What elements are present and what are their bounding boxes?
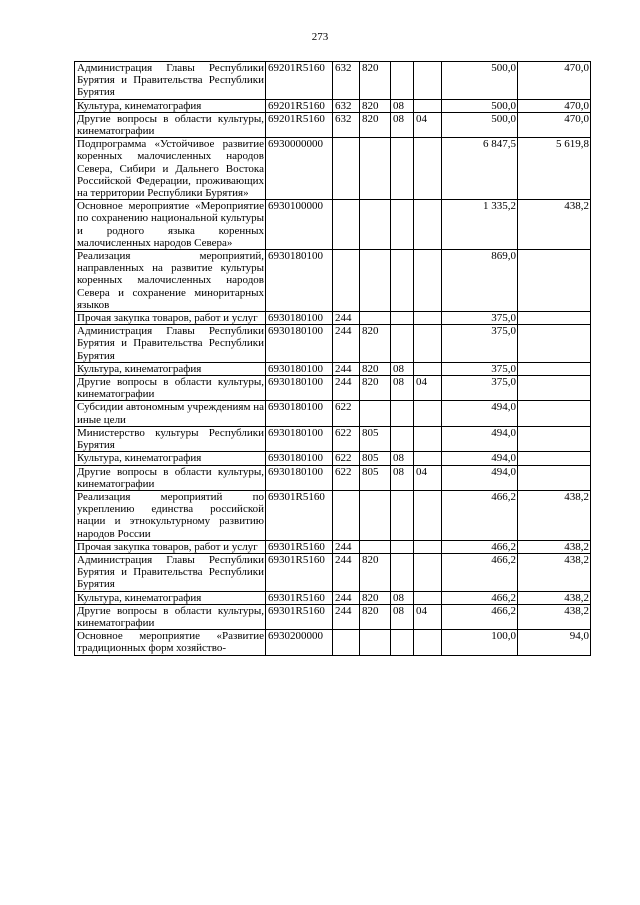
table-row bbox=[75, 401, 591, 426]
code-cell: 6930180100 bbox=[266, 325, 333, 363]
name-cell: Подпрограмма «Устойчивое развитие коренных малочисленных народов Севера, Сибири и Дальнего Востока Российской Федерации, проживающих на территории Республики Бурятия» bbox=[75, 138, 266, 200]
expense-type-cell: 244 bbox=[333, 591, 360, 604]
subsection-cell bbox=[414, 312, 442, 325]
subsection-cell: 04 bbox=[414, 465, 442, 490]
name-cell: Другие вопросы в области культуры, кинематографии bbox=[75, 112, 266, 137]
expense-type-cell bbox=[333, 250, 360, 312]
expense-type-cell bbox=[333, 200, 360, 250]
code-cell: 69301R5160 bbox=[266, 591, 333, 604]
department-cell: 820 bbox=[360, 553, 391, 591]
table-row bbox=[75, 604, 591, 629]
subsection-cell bbox=[414, 138, 442, 200]
subsection-cell bbox=[414, 490, 442, 540]
name-cell: Реализация мероприятий по укреплению единства российской нации и этнокультурному развитию народов России bbox=[75, 490, 266, 540]
table-row bbox=[75, 465, 591, 490]
amount-year2-cell bbox=[518, 401, 591, 426]
amount-year1-cell: 1 335,2 bbox=[442, 200, 518, 250]
subsection-cell bbox=[414, 250, 442, 312]
expense-type-cell: 632 bbox=[333, 99, 360, 112]
section-cell: 08 bbox=[391, 362, 414, 375]
code-cell: 69301R5160 bbox=[266, 490, 333, 540]
department-cell bbox=[360, 401, 391, 426]
amount-year2-cell: 438,2 bbox=[518, 200, 591, 250]
table-row bbox=[75, 540, 591, 553]
subsection-cell bbox=[414, 540, 442, 553]
expense-type-cell: 632 bbox=[333, 62, 360, 100]
amount-year2-cell: 94,0 bbox=[518, 630, 591, 655]
code-cell: 6930180100 bbox=[266, 376, 333, 401]
expense-type-cell: 244 bbox=[333, 604, 360, 629]
subsection-cell bbox=[414, 325, 442, 363]
name-cell: Культура, кинематография bbox=[75, 452, 266, 465]
department-cell: 805 bbox=[360, 465, 391, 490]
expense-type-cell: 244 bbox=[333, 553, 360, 591]
amount-year1-cell: 869,0 bbox=[442, 250, 518, 312]
amount-year1-cell: 466,2 bbox=[442, 604, 518, 629]
amount-year2-cell: 438,2 bbox=[518, 591, 591, 604]
amount-year1-cell: 494,0 bbox=[442, 401, 518, 426]
amount-year1-cell: 375,0 bbox=[442, 362, 518, 375]
amount-year1-cell: 466,2 bbox=[442, 553, 518, 591]
section-cell bbox=[391, 325, 414, 363]
section-cell bbox=[391, 62, 414, 100]
code-cell: 6930180100 bbox=[266, 250, 333, 312]
department-cell: 805 bbox=[360, 452, 391, 465]
code-cell: 6930180100 bbox=[266, 401, 333, 426]
amount-year1-cell: 466,2 bbox=[442, 490, 518, 540]
table-row bbox=[75, 426, 591, 451]
department-cell: 820 bbox=[360, 362, 391, 375]
table-row bbox=[75, 325, 591, 363]
amount-year1-cell: 375,0 bbox=[442, 312, 518, 325]
expense-type-cell: 244 bbox=[333, 362, 360, 375]
department-cell bbox=[360, 490, 391, 540]
section-cell: 08 bbox=[391, 112, 414, 137]
amount-year2-cell bbox=[518, 250, 591, 312]
table-row bbox=[75, 138, 591, 200]
department-cell bbox=[360, 200, 391, 250]
code-cell: 6930100000 bbox=[266, 200, 333, 250]
subsection-cell bbox=[414, 426, 442, 451]
section-cell: 08 bbox=[391, 376, 414, 401]
section-cell: 08 bbox=[391, 591, 414, 604]
amount-year2-cell bbox=[518, 452, 591, 465]
expense-type-cell: 622 bbox=[333, 401, 360, 426]
expense-type-cell: 622 bbox=[333, 452, 360, 465]
section-cell bbox=[391, 426, 414, 451]
name-cell: Другие вопросы в области культуры, кинематографии bbox=[75, 604, 266, 629]
table-row bbox=[75, 591, 591, 604]
name-cell: Другие вопросы в области культуры, кинематографии bbox=[75, 376, 266, 401]
section-cell bbox=[391, 490, 414, 540]
expense-type-cell: 244 bbox=[333, 376, 360, 401]
section-cell bbox=[391, 540, 414, 553]
budget-table-body bbox=[75, 62, 591, 656]
subsection-cell bbox=[414, 452, 442, 465]
amount-year2-cell: 5 619,8 bbox=[518, 138, 591, 200]
table-row bbox=[75, 112, 591, 137]
section-cell: 08 bbox=[391, 452, 414, 465]
expense-type-cell bbox=[333, 490, 360, 540]
table-row bbox=[75, 200, 591, 250]
table-row bbox=[75, 250, 591, 312]
code-cell: 69301R5160 bbox=[266, 604, 333, 629]
amount-year1-cell: 100,0 bbox=[442, 630, 518, 655]
page-number: 273 bbox=[311, 31, 329, 43]
amount-year1-cell: 500,0 bbox=[442, 99, 518, 112]
amount-year2-cell bbox=[518, 376, 591, 401]
department-cell: 820 bbox=[360, 325, 391, 363]
department-cell: 820 bbox=[360, 99, 391, 112]
expense-type-cell: 244 bbox=[333, 325, 360, 363]
name-cell: Культура, кинематография bbox=[75, 99, 266, 112]
department-cell bbox=[360, 250, 391, 312]
name-cell: Администрация Главы Республики Бурятия и Правительства Республики Бурятия bbox=[75, 62, 266, 100]
name-cell: Администрация Главы Республики Бурятия и Правительства Республики Бурятия bbox=[75, 553, 266, 591]
amount-year1-cell: 6 847,5 bbox=[442, 138, 518, 200]
table-row bbox=[75, 376, 591, 401]
name-cell: Культура, кинематография bbox=[75, 362, 266, 375]
amount-year1-cell: 375,0 bbox=[442, 376, 518, 401]
name-cell: Субсидии автономным учреждениям на иные цели bbox=[75, 401, 266, 426]
table-row bbox=[75, 362, 591, 375]
name-cell: Прочая закупка товаров, работ и услуг bbox=[75, 312, 266, 325]
amount-year1-cell: 466,2 bbox=[442, 591, 518, 604]
section-cell bbox=[391, 138, 414, 200]
expense-type-cell: 244 bbox=[333, 540, 360, 553]
code-cell: 6930180100 bbox=[266, 465, 333, 490]
expense-type-cell: 622 bbox=[333, 465, 360, 490]
amount-year2-cell: 438,2 bbox=[518, 553, 591, 591]
amount-year1-cell: 466,2 bbox=[442, 540, 518, 553]
table-row bbox=[75, 630, 591, 655]
code-cell: 69301R5160 bbox=[266, 540, 333, 553]
subsection-cell bbox=[414, 553, 442, 591]
expense-type-cell: 244 bbox=[333, 312, 360, 325]
subsection-cell bbox=[414, 630, 442, 655]
amount-year1-cell: 500,0 bbox=[442, 62, 518, 100]
name-cell: Основное мероприятие «Мероприятие по сохранению национальной культуры и родного языка коренных малочисленных народов Севера» bbox=[75, 200, 266, 250]
amount-year2-cell: 470,0 bbox=[518, 112, 591, 137]
name-cell: Министерство культуры Республики Бурятия bbox=[75, 426, 266, 451]
department-cell bbox=[360, 312, 391, 325]
amount-year2-cell: 470,0 bbox=[518, 62, 591, 100]
amount-year1-cell: 494,0 bbox=[442, 452, 518, 465]
expense-type-cell: 632 bbox=[333, 112, 360, 137]
amount-year2-cell bbox=[518, 312, 591, 325]
subsection-cell bbox=[414, 591, 442, 604]
department-cell: 820 bbox=[360, 62, 391, 100]
section-cell bbox=[391, 312, 414, 325]
code-cell: 69301R5160 bbox=[266, 553, 333, 591]
table-row bbox=[75, 490, 591, 540]
expense-type-cell bbox=[333, 630, 360, 655]
amount-year2-cell bbox=[518, 325, 591, 363]
table-row bbox=[75, 553, 591, 591]
code-cell: 69201R5160 bbox=[266, 62, 333, 100]
amount-year1-cell: 494,0 bbox=[442, 465, 518, 490]
amount-year2-cell: 438,2 bbox=[518, 604, 591, 629]
budget-table bbox=[74, 61, 591, 656]
code-cell: 6930000000 bbox=[266, 138, 333, 200]
subsection-cell bbox=[414, 99, 442, 112]
table-row bbox=[75, 452, 591, 465]
department-cell bbox=[360, 138, 391, 200]
department-cell: 805 bbox=[360, 426, 391, 451]
code-cell: 6930180100 bbox=[266, 312, 333, 325]
department-cell bbox=[360, 630, 391, 655]
table-row bbox=[75, 312, 591, 325]
department-cell: 820 bbox=[360, 376, 391, 401]
amount-year2-cell: 438,2 bbox=[518, 540, 591, 553]
section-cell: 08 bbox=[391, 604, 414, 629]
section-cell: 08 bbox=[391, 465, 414, 490]
name-cell: Другие вопросы в области культуры, кинематографии bbox=[75, 465, 266, 490]
name-cell: Администрация Главы Республики Бурятия и Правительства Республики Бурятия bbox=[75, 325, 266, 363]
subsection-cell: 04 bbox=[414, 604, 442, 629]
table-row bbox=[75, 62, 591, 100]
department-cell: 820 bbox=[360, 112, 391, 137]
code-cell: 69201R5160 bbox=[266, 99, 333, 112]
amount-year1-cell: 375,0 bbox=[442, 325, 518, 363]
amount-year2-cell: 438,2 bbox=[518, 490, 591, 540]
section-cell bbox=[391, 630, 414, 655]
amount-year1-cell: 500,0 bbox=[442, 112, 518, 137]
section-cell bbox=[391, 250, 414, 312]
name-cell: Культура, кинематография bbox=[75, 591, 266, 604]
subsection-cell bbox=[414, 200, 442, 250]
name-cell: Прочая закупка товаров, работ и услуг bbox=[75, 540, 266, 553]
amount-year2-cell bbox=[518, 465, 591, 490]
table-row bbox=[75, 99, 591, 112]
code-cell: 6930180100 bbox=[266, 362, 333, 375]
section-cell bbox=[391, 401, 414, 426]
code-cell: 6930200000 bbox=[266, 630, 333, 655]
department-cell: 820 bbox=[360, 604, 391, 629]
code-cell: 6930180100 bbox=[266, 426, 333, 451]
name-cell: Основное мероприятие «Развитие традиционных форм хозяйство- bbox=[75, 630, 266, 655]
section-cell: 08 bbox=[391, 99, 414, 112]
subsection-cell bbox=[414, 362, 442, 375]
expense-type-cell: 622 bbox=[333, 426, 360, 451]
section-cell bbox=[391, 200, 414, 250]
amount-year2-cell bbox=[518, 362, 591, 375]
subsection-cell bbox=[414, 401, 442, 426]
subsection-cell: 04 bbox=[414, 112, 442, 137]
code-cell: 6930180100 bbox=[266, 452, 333, 465]
amount-year1-cell: 494,0 bbox=[442, 426, 518, 451]
section-cell bbox=[391, 553, 414, 591]
department-cell bbox=[360, 540, 391, 553]
name-cell: Реализация мероприятий, направленных на развитие культуры коренных малочисленных народов Севера и сохранение миноритарных языков bbox=[75, 250, 266, 312]
code-cell: 69201R5160 bbox=[266, 112, 333, 137]
subsection-cell bbox=[414, 62, 442, 100]
amount-year2-cell bbox=[518, 426, 591, 451]
amount-year2-cell: 470,0 bbox=[518, 99, 591, 112]
subsection-cell: 04 bbox=[414, 376, 442, 401]
department-cell: 820 bbox=[360, 591, 391, 604]
expense-type-cell bbox=[333, 138, 360, 200]
